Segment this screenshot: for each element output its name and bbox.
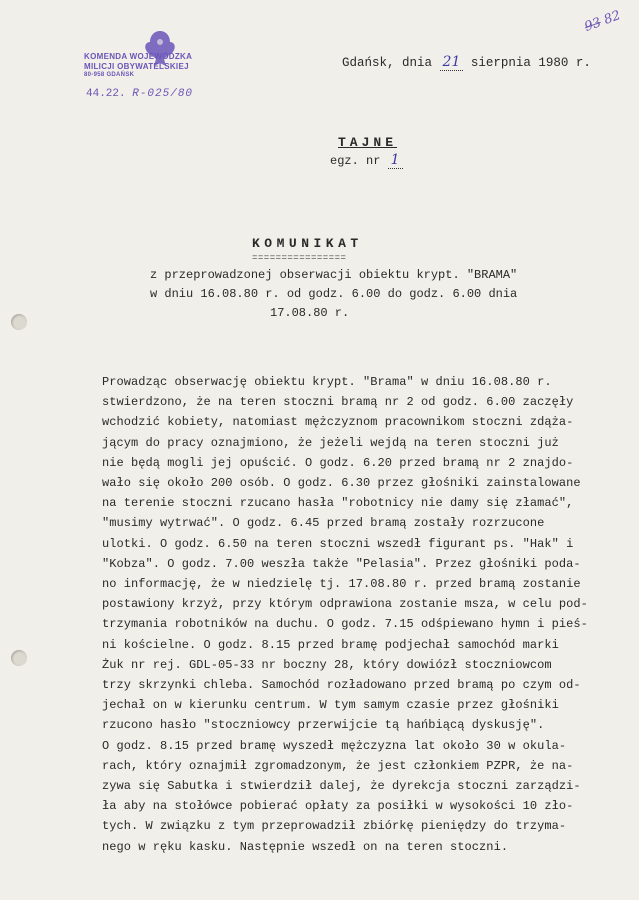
stamp-text: MILICJI OBYWATELSKIEJ <box>84 62 189 71</box>
body-line: jącym do pracy oznajmiono, że jeżeli wejdą na teren stoczni już <box>102 435 559 450</box>
stamp-text: KOMENDA WOJEWÓDZKA <box>84 52 193 61</box>
stamp-number-prefix: 44.22. <box>86 88 126 100</box>
subtitle-line: z przeprowadzonej obserwacji obiektu krypt. "BRAMA" <box>150 268 518 282</box>
body-line: jechał on w kierunku centrum. W tym samym czasie przez głośniki <box>102 698 559 713</box>
stamp-registry-number <box>86 88 193 100</box>
body-line: wało się około 200 osób. O godz. 6.30 przez głośniki zainstalowane <box>102 476 581 491</box>
stamp-text: 80-958 GDAŃSK <box>84 72 135 78</box>
body-line: no informację, że w niedzielę tj. 17.08.80 r. przed bramą zostanie <box>102 577 581 592</box>
body-line: zywa się Sabutka i stwierdził dalej, że dyrekcja stoczni zarządzi- <box>102 779 581 794</box>
body-line: trzymania robotników na duchu. O godz. 7.15 odśpiewano hymn i pieś- <box>102 617 588 632</box>
body-line: Prowadząc obserwację obiektu krypt. "Brama" w dniu 16.08.80 r. <box>102 375 552 389</box>
crossed-page-number: 93 <box>582 15 604 35</box>
date-suffix: sierpnia 1980 r. <box>463 56 591 70</box>
copy-label: egz. nr <box>330 154 388 168</box>
body-line: O godz. 8.15 przed bramę wyszedł mężczyzna lat około 30 w okula- <box>102 738 567 753</box>
body-line: "musimy wytrwać". O godz. 6.45 przed bramą zostały rozrzucone <box>102 516 545 531</box>
date-prefix: Gdańsk, dnia <box>342 56 440 70</box>
punch-hole <box>11 650 27 666</box>
body-line: trzy skrzynki chleba. Samochód rozładowano przed bramą po czym od- <box>102 678 581 693</box>
police-stamp <box>84 34 234 114</box>
punch-hole <box>11 314 27 330</box>
body-line: tych. W związku z tym przeprowadził zbiórkę pieniędzy do trzyma- <box>102 819 567 834</box>
body-line: stwierdzono, że na teren stoczni bramą nr 2 od godz. 6.00 zaczęły <box>102 395 574 410</box>
body-line: na terenie stoczni rzucano hasła "robotnicy nie damy się złamać", <box>102 496 574 511</box>
subtitle-line: 17.08.80 r. <box>270 306 350 320</box>
body-line: postawiony krzyż, przy którym odprawiona zostanie msza, w celu pod- <box>102 597 588 612</box>
body-line: ni kościelne. O godz. 8.15 przed bramę podjechał samochód marki <box>102 637 559 652</box>
classification-label: TAJNE <box>338 135 398 150</box>
body-line: Żuk nr rej. GDL-05-33 nr boczny 28, który dowiózł stoczniowcom <box>102 657 552 672</box>
copy-number-handwritten: 1 <box>388 152 403 169</box>
stamp-number-handwritten: R-025/80 <box>132 88 194 100</box>
subtitle-line: w dniu 16.08.80 r. od godz. 6.00 do godz. 6.00 dnia <box>150 287 518 301</box>
title-underline-rule: ================ <box>252 253 347 263</box>
body-line: nie będą mogli jej opuścić. O godz. 6.20 przed bramą nr 2 znajdo- <box>102 455 574 470</box>
body-line: rach, który oznajmił zgromadzonym, że jest członkiem PZPR, że na- <box>102 758 574 773</box>
body-line: rzucono hasło "stoczniowcy przerwijcie tą hańbiącą dyskusję". <box>102 718 545 733</box>
current-page-number: 82 <box>601 8 623 28</box>
document-title: KOMUNIKAT <box>252 236 363 251</box>
body-line: wchodzić kobiety, natomiast mężczyznom pracownikom stoczni zdąża- <box>102 415 574 430</box>
document-subtitle <box>150 266 590 323</box>
body-line: "Kobza". O godz. 7.00 weszła także "Pelasia". Przez głośniki poda- <box>102 556 581 571</box>
body-line: ulotki. O godz. 6.50 na teren stoczni wszedł figurant ps. "Hak" i <box>102 536 574 551</box>
date-day-handwritten: 21 <box>440 54 464 71</box>
handwritten-page-number <box>583 8 623 35</box>
report-body <box>102 372 622 857</box>
body-line: nego w ręku kasku. Następnie wszedł on na teren stoczni. <box>102 839 509 854</box>
copy-number <box>330 152 403 168</box>
body-line: ła aby na stołówce pobierać opłaty za posiłki w wysokości 10 zło- <box>102 799 574 814</box>
date-line <box>342 54 591 70</box>
